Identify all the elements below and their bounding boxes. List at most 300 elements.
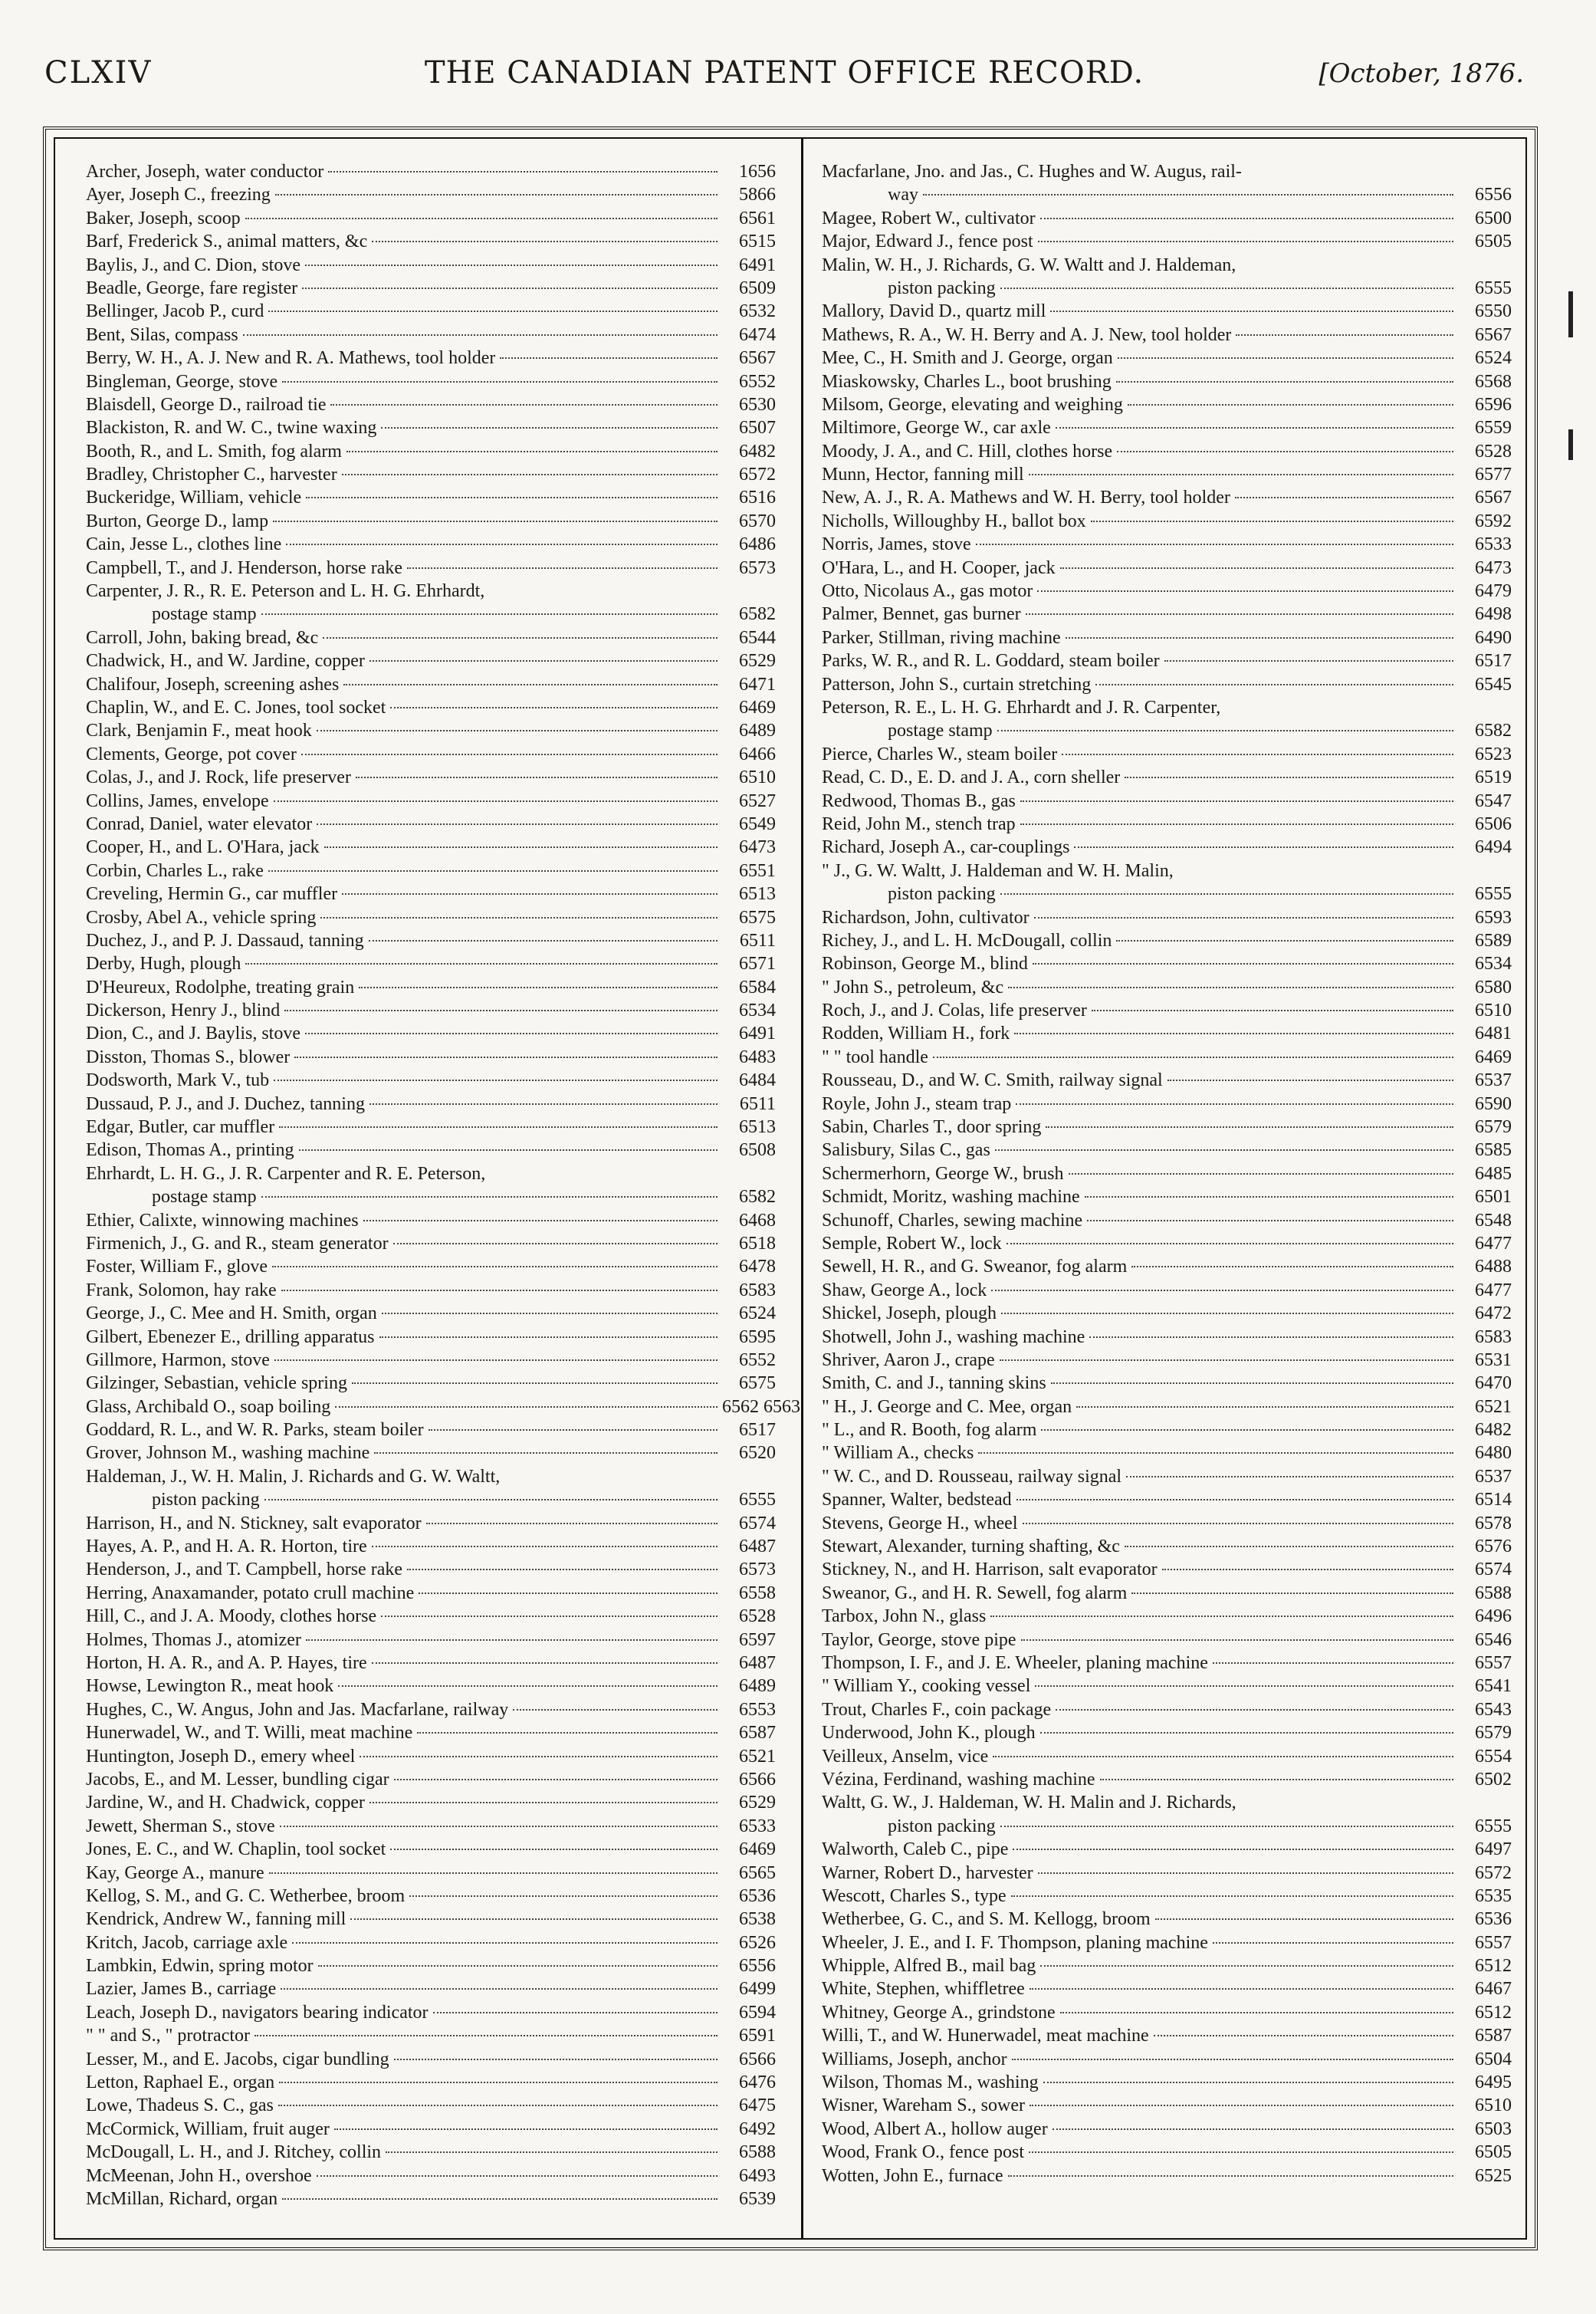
patent-number: 6485: [1475, 1163, 1512, 1184]
dot-leader: [320, 917, 718, 919]
entry-name: Edison, Thomas A., printing: [86, 1140, 294, 1161]
index-entry: [86, 2187, 776, 2210]
entry-name: Lambkin, Edwin, spring motor: [86, 1956, 314, 1977]
index-entry: [86, 1768, 776, 1791]
index-entry: [822, 1372, 1512, 1395]
patent-number: 6593: [1475, 907, 1512, 928]
entry-name: Jacobs, E., and M. Lesser, bundling cigar: [86, 1769, 389, 1790]
entry-name: Whitney, George A., grindstone: [822, 2002, 1056, 2023]
index-entry: [86, 1885, 776, 1908]
dot-leader: [381, 1616, 718, 1617]
patent-number: 6489: [739, 721, 776, 741]
entry-name: Gilbert, Ebenezer E., drilling apparatus: [86, 1326, 375, 1347]
index-entry: [86, 1838, 776, 1861]
patent-number: 6494: [1475, 837, 1512, 858]
entry-name: postage stamp: [888, 721, 993, 741]
index-entry: [822, 1022, 1512, 1045]
entry-name: Otto, Nicolaus A., gas motor: [822, 581, 1033, 602]
patent-number: 6503: [1475, 2118, 1512, 2139]
dot-leader: [429, 1429, 718, 1431]
patent-number: 6555: [739, 1490, 776, 1510]
patent-number: 6579: [1475, 1723, 1512, 1744]
entry-name: Barf, Frederick S., animal matters, &c: [86, 232, 368, 252]
dot-leader: [286, 544, 718, 545]
entry-name: Mathews, R. A., W. H. Berry and A. J. New, tool holder: [822, 324, 1232, 345]
index-entry: [822, 1069, 1512, 1092]
patent-number: 6531: [1475, 1349, 1512, 1370]
dot-leader: [1085, 1196, 1453, 1198]
entry-name: Magee, Robert W., cultivator: [822, 208, 1036, 228]
entry-name: Haldeman, J., W. H. Malin, J. Richards and G. W. Waltt,: [86, 1466, 501, 1487]
index-entry: [822, 1255, 1512, 1278]
entry-name: Mallory, David D., quartz mill: [822, 301, 1046, 322]
patent-number: 6555: [1475, 278, 1512, 298]
dot-leader: [1001, 1313, 1453, 1314]
dot-leader: [1000, 1826, 1453, 1827]
dot-leader: [1041, 1429, 1453, 1431]
patent-number: 6508: [739, 1140, 776, 1161]
patent-number: 6590: [1475, 1093, 1512, 1114]
index-entry: [822, 1093, 1512, 1116]
dot-leader: [1016, 1499, 1453, 1500]
dot-leader: [363, 1220, 718, 1221]
entry-name: Shickel, Joseph, plough: [822, 1303, 997, 1324]
dot-leader: [1125, 777, 1453, 778]
index-entry: [822, 1116, 1512, 1139]
dot-leader: [338, 1685, 718, 1687]
patent-number: 6594: [739, 2002, 776, 2023]
entry-name: Archer, Joseph, water conductor: [86, 162, 324, 182]
dot-leader: [330, 404, 718, 406]
index-entry: [822, 1721, 1512, 1744]
patent-number: 6490: [1475, 627, 1512, 648]
dot-leader: [261, 613, 718, 615]
dot-leader: [1026, 613, 1453, 615]
dot-leader: [356, 777, 718, 778]
index-entry: [822, 790, 1512, 813]
index-entry: [822, 1791, 1512, 1814]
index-frame: [43, 127, 1538, 2250]
dot-leader: [342, 893, 718, 895]
patent-number: 6558: [739, 1583, 776, 1603]
dot-leader: [324, 846, 718, 848]
entry-name: Baylis, J., and C. Dion, stove: [86, 255, 300, 275]
index-entry: [86, 673, 776, 696]
entry-name: Booth, R., and L. Smith, fog alarm: [86, 441, 342, 462]
index-entry: [822, 1838, 1512, 1861]
patent-number: 6476: [739, 2072, 776, 2093]
index-entry: [822, 1395, 1512, 1418]
patent-number: 6499: [739, 1979, 776, 2000]
entry-name: Schunoff, Charles, sewing machine: [822, 1210, 1083, 1231]
entry-name: Firmenich, J., G. and R., steam generator: [86, 1233, 389, 1254]
patent-number: 6582: [1475, 721, 1512, 741]
patent-number: 6546: [1475, 1629, 1512, 1650]
index-entry: [822, 696, 1512, 719]
patent-number: 6491: [739, 1024, 776, 1044]
index-entry: [822, 1465, 1512, 1488]
dot-leader: [292, 1942, 718, 1944]
entry-name: " L., and R. Booth, fog alarm: [822, 1420, 1037, 1441]
dot-leader: [1092, 1010, 1453, 1011]
patent-number: 6538: [739, 1909, 776, 1930]
patent-number: 6518: [739, 1233, 776, 1254]
dot-leader: [1128, 404, 1453, 406]
dot-leader: [1000, 1359, 1453, 1361]
dot-leader: [1118, 357, 1453, 359]
index-entry: [86, 1139, 776, 1162]
patent-number: 6580: [1475, 977, 1512, 998]
entry-name: Lowe, Thadeus S. C., gas: [86, 2095, 274, 2116]
index-entry: [822, 743, 1512, 766]
dot-leader: [1040, 1732, 1453, 1734]
patent-number: 6526: [739, 1932, 776, 1953]
entry-name: Baker, Joseph, scoop: [86, 208, 241, 228]
index-entry: [86, 1069, 776, 1092]
dot-leader: [279, 1126, 718, 1128]
dot-leader: [280, 1826, 718, 1827]
index-entry: [86, 1418, 776, 1441]
entry-name: Cooper, H., and L. O'Hara, jack: [86, 837, 320, 858]
entry-name: Kay, George A., manure: [86, 1862, 264, 1883]
dot-leader: [997, 730, 1453, 731]
index-entry: [822, 929, 1512, 952]
patent-number: 6589: [1475, 930, 1512, 951]
dot-leader: [274, 1080, 718, 1081]
index-entry: [822, 1652, 1512, 1675]
index-entry: [86, 2118, 776, 2141]
index-entry: [822, 999, 1512, 1022]
index-entry: [86, 1185, 776, 1208]
entry-name: Conrad, Daniel, water elevator: [86, 814, 313, 834]
index-entry: [86, 370, 776, 393]
index-entry: [822, 1698, 1512, 1721]
index-entry: [822, 440, 1512, 463]
index-entry: [822, 813, 1512, 836]
entry-name: Ayer, Joseph C., freezing: [86, 185, 271, 205]
entry-name: Horton, H. A. R., and A. P. Hayes, tire: [86, 1653, 367, 1673]
patent-number: 6544: [739, 627, 776, 648]
index-entry: [86, 1908, 776, 1931]
entry-name: Wood, Albert A., hollow auger: [822, 2118, 1048, 2139]
patent-number: 6597: [739, 1629, 776, 1650]
patent-number: 6583: [1475, 1326, 1512, 1347]
dot-leader: [268, 311, 718, 312]
patent-number: 6545: [1475, 674, 1512, 695]
index-entry: [822, 1558, 1512, 1581]
entry-name: Disston, Thomas S., blower: [86, 1047, 291, 1067]
entry-name: McMeenan, John H., overshoe: [86, 2165, 312, 2186]
dot-leader: [284, 1010, 718, 1011]
patent-number: 6571: [739, 954, 776, 975]
index-entry: [86, 719, 776, 742]
dot-leader: [1030, 2105, 1453, 2106]
dot-leader: [369, 660, 718, 662]
entry-name: McDougall, L. H., and J. Ritchey, collin: [86, 2142, 382, 2163]
dot-leader: [1008, 987, 1453, 988]
entry-name: New, A. J., R. A. Mathews and W. H. Berry, tool holder: [822, 488, 1230, 508]
entry-name: Major, Edward J., fence post: [822, 232, 1033, 252]
patent-number: 6524: [1475, 348, 1512, 369]
entry-name: Spanner, Walter, bedstead: [822, 1490, 1012, 1510]
entry-name: Hunerwadel, W., and T. Willi, meat machine: [86, 1723, 413, 1744]
dot-leader: [1125, 1546, 1453, 1547]
entry-name: Trout, Charles F., coin package: [822, 1699, 1052, 1720]
index-entry: [822, 1768, 1512, 1791]
patent-number: 6549: [739, 814, 776, 834]
index-entry: [86, 1558, 776, 1581]
index-entry: [86, 1629, 776, 1652]
patent-number: 6532: [739, 301, 776, 322]
dot-leader: [1034, 917, 1453, 919]
patent-number: 6517: [1475, 651, 1512, 672]
dot-leader: [1062, 754, 1453, 755]
dot-leader: [1069, 1173, 1454, 1175]
entry-name: Grover, Johnson M., washing machine: [86, 1443, 370, 1464]
entry-name: Shaw, George A., lock: [822, 1280, 987, 1300]
patent-number: 6469: [739, 1839, 776, 1860]
dot-leader: [264, 1499, 718, 1500]
dot-leader: [381, 427, 718, 429]
index-entry: [86, 347, 776, 370]
index-entry: [86, 300, 776, 323]
entry-name: Miaskowsky, Charles L., boot brushing: [822, 371, 1112, 392]
dot-leader: [317, 823, 718, 825]
entry-name: " John S., petroleum, &c: [822, 977, 1004, 998]
index-entry: [86, 1512, 776, 1535]
patent-number: 6562 6563: [722, 1396, 800, 1417]
patent-number: 6567: [1475, 324, 1512, 345]
index-entry: [86, 183, 776, 206]
index-entry: [822, 1349, 1512, 1372]
entry-name: way: [888, 185, 918, 205]
entry-name: " William A., checks: [822, 1443, 974, 1464]
index-entry: [822, 1535, 1512, 1558]
patent-number: 6537: [1475, 1070, 1512, 1091]
index-entry: [822, 1582, 1512, 1605]
entry-name: Duchez, J., and P. J. Dassaud, tanning: [86, 930, 364, 951]
dot-leader: [243, 334, 718, 336]
entry-name: Walworth, Caleb C., pipe: [822, 1839, 1009, 1860]
entry-name: Patterson, John S., curtain stretching: [822, 674, 1092, 695]
dot-leader: [1020, 800, 1453, 802]
dot-leader: [1213, 1662, 1453, 1664]
dot-leader: [407, 1569, 718, 1570]
index-entry: [86, 230, 776, 253]
index-entry: [86, 1279, 776, 1302]
index-entry: [86, 1791, 776, 1814]
patent-number: 5866: [739, 185, 776, 205]
entry-name: Jewett, Sherman S., stove: [86, 1816, 275, 1836]
index-entry: [822, 952, 1512, 975]
patent-number: 6521: [739, 1746, 776, 1767]
dot-leader: [369, 1103, 718, 1105]
index-entry: [86, 999, 776, 1022]
dot-leader: [409, 1895, 718, 1897]
entry-name: Gilzinger, Sebastian, vehicle spring: [86, 1373, 347, 1394]
patent-number: 6492: [739, 2118, 776, 2139]
entry-name: Wetherbee, G. C., and S. M. Kellogg, broom: [822, 1909, 1151, 1930]
index-entry: [86, 254, 776, 277]
index-entry: [822, 649, 1512, 672]
patent-number: 6470: [1475, 1373, 1512, 1394]
patent-number: 6588: [1475, 1583, 1512, 1603]
entry-name: Dussaud, P. J., and J. Duchez, tanning: [86, 1093, 365, 1114]
entry-name: piston packing: [888, 884, 996, 905]
dot-leader: [1117, 451, 1453, 452]
patent-number: 6574: [739, 1513, 776, 1533]
patent-number: 6572: [1475, 1862, 1512, 1883]
patent-number: 6575: [739, 907, 776, 928]
index-entry: [86, 766, 776, 789]
index-entry: [822, 626, 1512, 649]
dot-leader: [317, 2175, 718, 2177]
entry-name: Bent, Silas, compass: [86, 324, 238, 345]
patent-number: 6486: [739, 534, 776, 555]
dot-leader: [923, 194, 1453, 196]
patent-number: 6582: [739, 604, 776, 625]
dot-leader: [359, 987, 718, 988]
entry-name: Goddard, R. L., and W. R. Parks, steam boiler: [86, 1420, 424, 1441]
patent-number: 6514: [1475, 1490, 1512, 1510]
entry-name: Collins, James, envelope: [86, 791, 269, 811]
patent-number: 6495: [1475, 2072, 1512, 2093]
patent-number: 6566: [739, 1769, 776, 1790]
dot-leader: [379, 1336, 718, 1338]
patent-number: 6513: [739, 1117, 776, 1138]
index-entry: [86, 486, 776, 509]
dot-leader: [933, 1057, 1453, 1058]
entry-name: O'Hara, L., and H. Cooper, jack: [822, 557, 1056, 578]
patent-number: 6533: [739, 1816, 776, 1836]
patent-number: 6579: [1475, 1117, 1512, 1138]
entry-name: Bradley, Christopher C., harvester: [86, 465, 337, 485]
dot-leader: [1236, 334, 1453, 336]
patent-number: 6516: [739, 488, 776, 508]
dot-leader: [1087, 1220, 1453, 1221]
index-entry: [86, 649, 776, 672]
index-entry: [86, 1395, 800, 1418]
dot-leader: [991, 1290, 1453, 1291]
dot-leader: [1100, 1779, 1453, 1780]
column-divider: [801, 139, 803, 2238]
dot-leader: [1012, 2059, 1453, 2060]
patent-number: 6505: [1475, 232, 1512, 252]
dot-leader: [1131, 1593, 1453, 1594]
entry-name: Peterson, R. E., L. H. G. Ehrhardt and J. R. Carpenter,: [822, 697, 1221, 718]
index-entry: [86, 1698, 776, 1721]
patent-number: 6472: [1475, 1303, 1512, 1324]
patent-number: 6567: [739, 348, 776, 369]
patent-number: 6551: [739, 860, 776, 881]
dot-leader: [1014, 1033, 1453, 1034]
entry-name: Jones, E. C., and W. Chaplin, tool socket: [86, 1839, 386, 1860]
patent-number: 6559: [1475, 418, 1512, 439]
patent-number: 6493: [739, 2165, 776, 2186]
patent-number: 6511: [739, 930, 776, 951]
index-entry: [86, 836, 776, 859]
patent-number: 6592: [1475, 511, 1512, 531]
index-entry: [822, 1885, 1512, 1908]
index-entry: [86, 1977, 776, 2000]
entry-name: Chalifour, Joseph, screening ashes: [86, 674, 340, 695]
dot-leader: [1029, 2151, 1453, 2153]
dot-leader: [305, 1033, 718, 1034]
dot-leader: [275, 194, 718, 196]
index-entry: [86, 1535, 776, 1558]
dot-leader: [279, 2082, 718, 2083]
dot-leader: [374, 1452, 718, 1454]
entry-name: Schmidt, Moritz, washing machine: [822, 1187, 1080, 1208]
index-entry: [822, 2094, 1512, 2117]
dot-leader: [273, 521, 718, 522]
index-column-right: [822, 160, 1512, 2187]
dot-leader: [282, 2198, 718, 2200]
index-entry: [822, 207, 1512, 230]
index-entry: [86, 160, 776, 183]
dot-leader: [323, 637, 718, 639]
entry-name: Blaisdell, George D., railroad tie: [86, 394, 327, 415]
patent-number: 6487: [739, 1537, 776, 1557]
index-entry: [86, 603, 776, 626]
index-entry: [86, 790, 776, 813]
index-entry: [86, 440, 776, 463]
entry-name: Shriver, Aaron J., crape: [822, 1349, 995, 1370]
index-entry: [86, 1209, 776, 1232]
patent-number: 6507: [739, 418, 776, 439]
entry-name: Redwood, Thomas B., gas: [822, 791, 1016, 811]
patent-number: 6533: [1475, 534, 1512, 555]
entry-name: Read, C. D., E. D. and J. A., corn sheller: [822, 767, 1121, 788]
page-number: CLXIV: [44, 55, 153, 90]
entry-name: Lesser, M., and E. Jacobs, cigar bundling: [86, 2049, 389, 2069]
index-entry: [822, 1745, 1512, 1768]
patent-number: 6567: [1475, 488, 1512, 508]
entry-name: Frank, Solomon, hay rake: [86, 1280, 277, 1300]
patent-number: 6471: [739, 674, 776, 695]
dot-leader: [382, 1313, 718, 1314]
dot-leader: [1011, 1895, 1453, 1897]
dot-leader: [993, 1756, 1453, 1757]
dot-leader: [433, 2012, 718, 2013]
entry-name: Roch, J., and J. Colas, life preserver: [822, 1001, 1087, 1021]
dot-leader: [976, 544, 1453, 545]
index-entry: [86, 1862, 776, 1885]
dot-leader: [1213, 1942, 1453, 1944]
entry-name: Foster, William F., glove: [86, 1257, 268, 1277]
patent-number: 6504: [1475, 2049, 1512, 2069]
patent-number: 6543: [1475, 1699, 1512, 1720]
index-entry: [822, 2118, 1512, 2141]
index-entry: [822, 1954, 1512, 1977]
patent-number: 6555: [1475, 884, 1512, 905]
dot-leader: [317, 730, 718, 731]
entry-name: Hughes, C., W. Angus, John and Jas. Macfarlane, railway: [86, 1699, 509, 1720]
entry-name: Williams, Joseph, anchor: [822, 2049, 1007, 2069]
index-entry: [86, 1954, 776, 1977]
patent-number: 6595: [739, 1326, 776, 1347]
dot-leader: [1167, 1080, 1453, 1081]
entry-name: Clements, George, pot cover: [86, 744, 297, 764]
patent-number: 6587: [739, 1723, 776, 1744]
edge-mark: [1568, 291, 1573, 337]
patent-number: 6510: [739, 767, 776, 788]
index-entry: [86, 277, 776, 300]
entry-name: Taylor, George, stove pipe: [822, 1629, 1016, 1650]
patent-number: 6477: [1475, 1280, 1512, 1300]
entry-name: Corbin, Charles L., rake: [86, 860, 264, 881]
patent-number: 6575: [739, 1373, 776, 1394]
